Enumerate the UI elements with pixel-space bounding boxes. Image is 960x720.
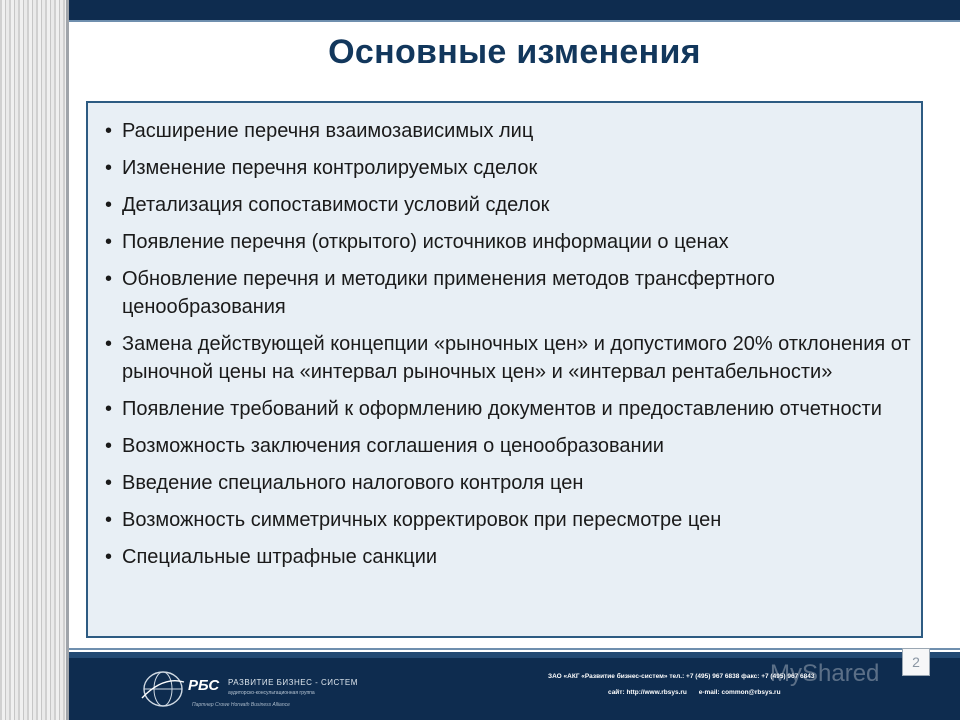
bullet-item: • Специальные штрафные санкции: [122, 543, 911, 571]
footer-strip: [69, 652, 960, 658]
footer-email-link[interactable]: e-mail: common@rbsys.ru: [698, 689, 781, 696]
bullet-item: • Возможность заключения соглашения о ценообразовании: [122, 432, 911, 460]
top-bar: [69, 0, 960, 20]
bullet-item: • Расширение перечня взаимозависимых лиц: [122, 117, 911, 145]
footer-contact-phones: ЗАО «АКГ «Развитие бизнес-систем» тел.: +7 (495) 967 6838 факс: +7 (495) 967 6843: [548, 673, 815, 680]
logo-abbreviation: РБС: [188, 677, 220, 694]
globe-logo-icon: [140, 668, 186, 710]
slide-number: 2: [902, 648, 930, 676]
logo-company-name: РАЗВИТИЕ БИЗНЕС - СИСТЕМ: [228, 678, 358, 687]
bullet-item: • Изменение перечня контролируемых сделок: [122, 154, 911, 182]
logo-partner-text: Партнер Crowe Horwath Business Alliance: [192, 702, 290, 708]
footer-site-link[interactable]: сайт: http://www.rbsys.ru: [608, 689, 687, 696]
footer-accent-line: [69, 648, 960, 650]
bullet-list: [88, 103, 921, 571]
bullet-item: • Введение специального налогового контроля цен: [122, 469, 911, 497]
bullet-item: • Замена действующей концепции «рыночных цен» и допустимого 20% отклонения от рыночной цены на «интервал рыночных цен» и «интервал рентабельности»: [122, 330, 911, 386]
top-bar-accent: [69, 20, 960, 22]
left-edge-line: [66, 0, 69, 720]
bullet-item: • Обновление перечня и методики применения методов трансфертного ценообразования: [122, 265, 911, 321]
bullet-item: • Появление перечня (открытого) источников информации о ценах: [122, 228, 911, 256]
footer-contact-web: [608, 689, 791, 696]
bullet-item: • Возможность симметричных корректировок при пересмотре цен: [122, 506, 911, 534]
bullet-item: • Детализация сопоставимости условий сделок: [122, 191, 911, 219]
slide-title: Основные изменения: [328, 33, 701, 71]
left-decorative-stripes: [0, 0, 68, 720]
content-box: [86, 101, 923, 638]
watermark: MyShared: [770, 660, 880, 687]
bullet-item: • Появление требований к оформлению документов и предоставлению отчетности: [122, 395, 911, 423]
logo-subtitle: аудиторско-консультационная группа: [228, 690, 315, 696]
